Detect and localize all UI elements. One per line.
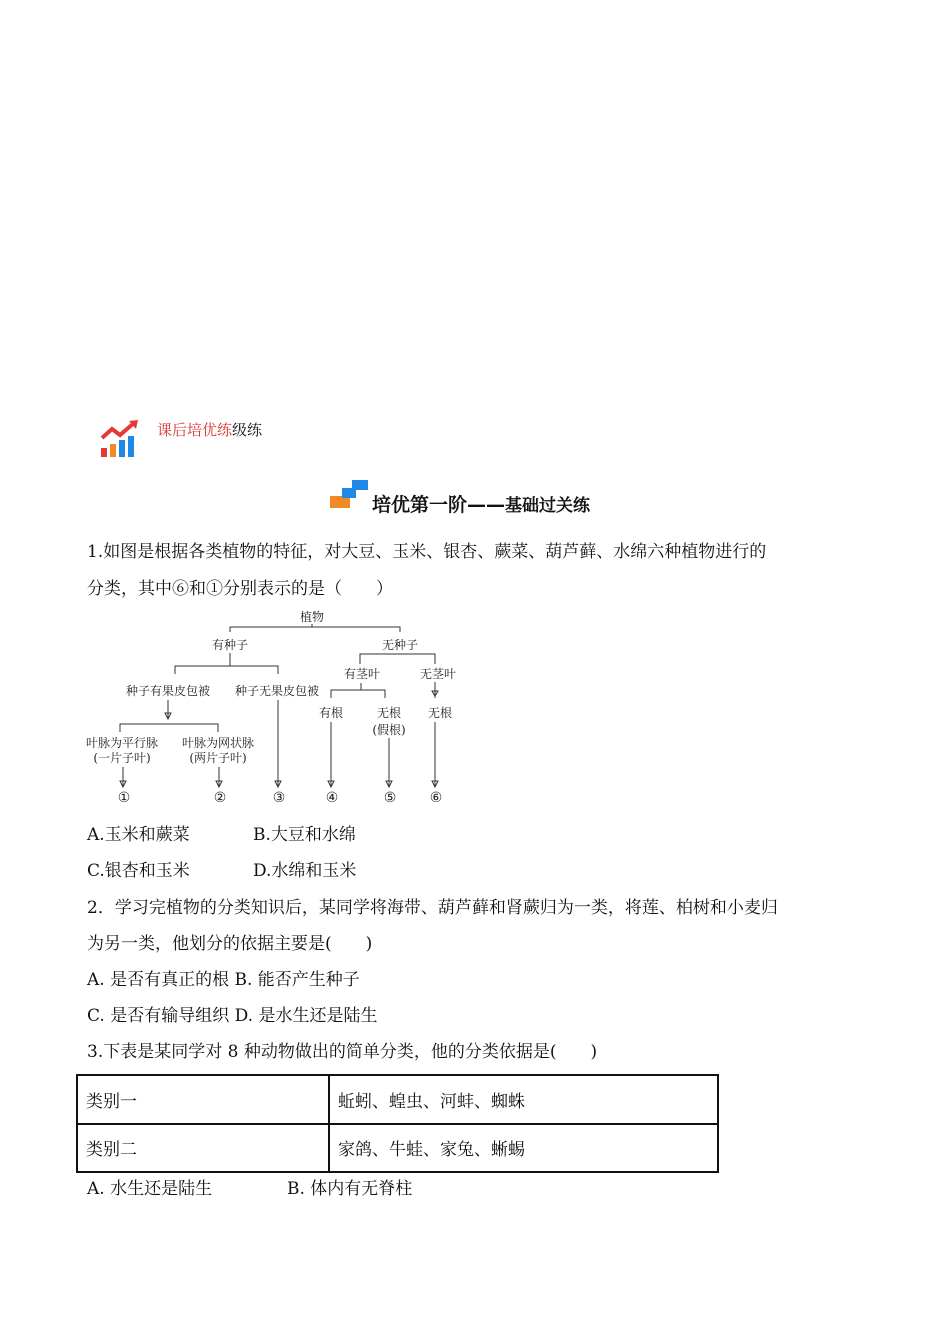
node-noroot-a: 无根 [376,706,402,720]
table-row [77,1124,718,1173]
node-noroot-b: 无根 [427,706,453,720]
table-cell-animals: 家鸽、牛蛙、家兔、蜥蜴 [329,1124,718,1173]
q3-option-b[interactable]: B. 体内有无脊柱 [287,1179,413,1199]
q1-option-b[interactable]: B.大豆和水绵 [253,825,356,845]
node-seed: 有种子 [211,638,249,652]
q2-options-cd[interactable]: C. 是否有输导组织 D. 是水生还是陆生 [87,1006,378,1026]
animal-classification-table [76,1074,719,1173]
node-stemleaf: 有茎叶 [343,667,381,681]
leaf-4: ④ [325,790,339,806]
node-uncovered: 种子无果皮包被 [234,684,320,698]
plant-classification-tree [80,606,480,806]
trend-chart-icon [100,418,142,458]
leaf-2: ② [213,790,227,806]
table-cell-animals: 蚯蚓、蝗虫、河蚌、蜘蛛 [329,1075,718,1124]
node-root: 植物 [299,610,325,624]
q1-option-c[interactable]: C.银杏和玉米 [87,861,190,881]
node-noseed: 无种子 [381,638,419,652]
q1-text-line2: 分类，其中⑥和①分别表示的是（ ） [87,579,393,599]
node-parallel-note: (一片子叶) [93,751,151,765]
node-hasroot: 有根 [318,706,344,720]
node-noroot-a-note: (假根) [372,723,406,737]
table-cell-category: 类别一 [77,1075,329,1124]
q1-option-a[interactable]: A.玉米和蕨菜 [87,825,190,845]
leaf-5: ⑤ [383,790,397,806]
table-cell-category: 类别二 [77,1124,329,1173]
q3-option-a[interactable]: A. 水生还是陆生 [87,1179,213,1199]
node-nostemleaf: 无茎叶 [419,667,457,681]
leaf-1: ① [117,790,131,806]
node-net-note: (两片子叶) [189,751,247,765]
node-covered: 种子有果皮包被 [125,684,211,698]
section-header-label: 课后培优练级练 [157,421,263,439]
q2-text-line1: 2．学习完植物的分类知识后，某同学将海带、葫芦藓和肾蕨归为一类，将莲、柏树和小麦归 [87,898,778,918]
stairs-icon [328,478,370,508]
section-title: 培优第一阶——基础过关练 [372,494,591,516]
q1-text-line1: 1.如图是根据各类植物的特征，对大豆、玉米、银杏、蕨菜、葫芦藓、水绵六种植物进行的 [87,542,767,562]
q2-options-ab[interactable]: A. 是否有真正的根 B. 能否产生种子 [87,970,360,990]
node-parallel: 叶脉为平行脉 [85,736,159,750]
leaf-3: ③ [272,790,286,806]
q1-option-d[interactable]: D.水绵和玉米 [253,861,357,881]
node-net: 叶脉为网状脉 [181,736,255,750]
q3-text-line1: 3.下表是某同学对 8 种动物做出的简单分类，他的分类依据是( ) [87,1042,598,1062]
table-row [77,1075,718,1124]
q2-text-line2: 为另一类，他划分的依据主要是( ) [87,934,373,954]
leaf-6: ⑥ [429,790,443,806]
